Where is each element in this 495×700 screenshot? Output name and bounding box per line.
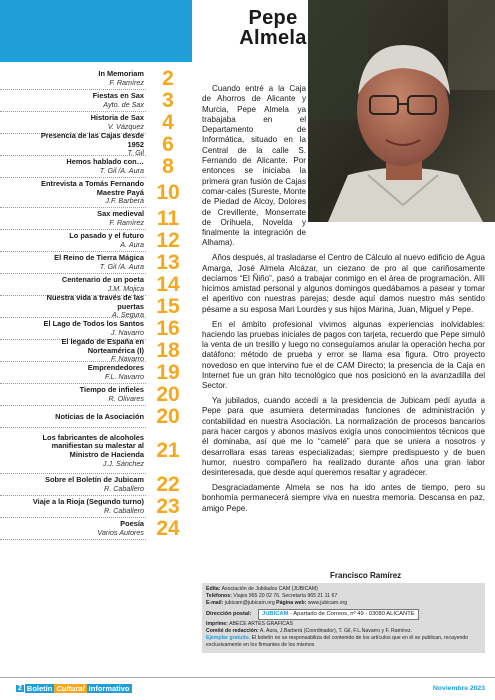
toc-item-page: 16: [156, 317, 180, 340]
credits-telefonos: [206, 593, 481, 600]
toc-item-text: [23, 434, 148, 468]
telefonos-value: Viajes 965 20 02 76. Secretaría 965 21 11 67: [233, 593, 338, 600]
edita-label: Edita:: [206, 586, 221, 592]
toc-item-page: 13: [156, 251, 180, 274]
toc-item-title: Los fabricantes de alcoholes manifiestan su malestar al Ministro de Hacienda: [42, 432, 144, 459]
toc-item-page: 6: [162, 133, 174, 156]
toc-item-author: F. Navarro: [110, 354, 144, 364]
toc-item-page: 21: [156, 439, 180, 462]
toc-item-author: T. Gil /A. Aura: [99, 262, 144, 271]
toc-item-author: J. Navarro: [110, 328, 144, 337]
toc-item-text: [23, 254, 148, 271]
toc-item[interactable]: [0, 293, 192, 320]
toc-item[interactable]: [0, 362, 192, 384]
comite-label: Comité de redacción:: [206, 628, 259, 635]
toc-item-title: Fiestas en Sax: [92, 91, 144, 101]
toc-item-text: [23, 498, 148, 515]
toc-item[interactable]: [0, 474, 192, 496]
footer-brand: [16, 684, 132, 693]
footer-date: Noviembre 2023: [432, 685, 485, 692]
toc-item-page: 12: [156, 229, 180, 252]
postal-box: [258, 609, 419, 620]
toc-item-author: T. Gil: [127, 148, 144, 158]
toc-item[interactable]: [0, 406, 192, 428]
article-body: [202, 84, 485, 518]
footer-divider: [0, 677, 495, 678]
toc-item-page: 24: [156, 517, 180, 540]
article-paragraph-1: Cuando entré a la Caja de Ahorros de Alicante y Murcia, Pepe Almela ya trabajaba en el Departamento de Informática, situado en la Central de la calle S. Fernando de Alicante. Por entonces se iniciaba la primera gran fusión de Cajas comar-cales (Sureste, Monte de Piedad de Alcoy, Dolores de Crevillente, Monserrate de Orihuela, Novelda y finalmente la integración de Alhama).: [202, 84, 306, 248]
toc-item[interactable]: [0, 156, 192, 178]
toc-item-page: 4: [162, 111, 174, 134]
toc-item-title: Tiempo de infieles: [79, 385, 144, 395]
toc-item-author: F.L. Navarro: [104, 372, 144, 381]
toc-item-author: Ayto. de Sax: [103, 100, 144, 109]
toc-item-author: Varios Autores: [97, 528, 144, 537]
toc-item-text: [23, 210, 148, 227]
toc-item-title: Lo pasado y el futuro: [69, 231, 144, 241]
page-footer: [0, 676, 495, 700]
title-line-2: Almela: [239, 27, 307, 49]
toc-item[interactable]: [0, 208, 192, 230]
credits-comite: [206, 628, 481, 635]
toc-item-page: 2: [162, 67, 174, 90]
toc-item-text: [23, 92, 148, 109]
email-label: E-mail:: [206, 600, 224, 607]
toc-item[interactable]: [0, 518, 192, 540]
toc-item-page: 11: [156, 207, 180, 230]
toc-item[interactable]: [0, 90, 192, 112]
toc-item-text: [23, 158, 148, 175]
toc-item-text: [23, 364, 148, 381]
article-signature: Francisco Ramírez: [330, 571, 402, 580]
article-paragraph-2: Años después, al trasladarse el Centro de Cálculo al nuevo edificio de Agua Amarga, José Almela Alcázar, un ciezano de pro al que cariñosamente decíamos “El Ñiño”, pasó a trabajar conmigo en el área de programación. Allí hicimos amistad personal y algunos domingos quedábamos a pasear y tomar el aperitivo con nuestras parejas; desde aquí damos nuestro más sentido pésame a su esposa Mari Lourdes y sus hijos Marina, Juan, Miguel y Pepe.: [202, 253, 485, 314]
toc-item-page: 18: [156, 339, 180, 362]
toc-item-author: V. Vázquez: [107, 122, 144, 131]
edita-value: Asociación de Jubilados CAM (JUBICAM): [221, 586, 318, 592]
toc-item-text: [23, 520, 148, 537]
toc-item-page: 8: [162, 155, 174, 178]
toc-item[interactable]: [0, 178, 192, 208]
brand-informativo: Informativo: [88, 684, 130, 693]
title-line-1: Pepe: [248, 7, 298, 29]
toc-item-page: 22: [156, 473, 180, 496]
brand-boletin: Boletín: [26, 684, 53, 693]
toc-item-text: [23, 386, 148, 403]
web-link[interactable]: www.jubicam.org: [307, 600, 348, 607]
toc-item-title: Entrevista a Tomás Fernando Maestre Payá: [41, 179, 144, 197]
toc-item-title: Sax medieval: [97, 209, 144, 219]
toc-separator: [0, 539, 146, 540]
toc-item[interactable]: [0, 131, 192, 158]
credits-contact: [206, 600, 481, 607]
toc-item-text: [23, 476, 148, 493]
toc-item-author: R. Caballero: [104, 506, 144, 515]
toc-item-page: 3: [162, 89, 174, 112]
toc-item-author: J.J. Sánchez: [102, 458, 144, 468]
toc-item-title: El Reino de Tierra Mágica: [54, 253, 144, 263]
toc-item[interactable]: [0, 428, 192, 474]
toc-item-author: R. Olivares: [108, 394, 144, 403]
toc-item-text: [23, 180, 148, 206]
article-paragraph-3: En el ámbito profesional vivimos algunas experiencias inolvidables: haciendo las pruebas iniciales de pagos con tarjeta, recuerdo que Pepe simuló la venta de un tresillo y luego no conseguíamos anular la operación hecha por datáfono: método de prueba y error se llama esa figura. Otro proyecto novedoso en que intervino fue el de CAM Directo; la presencia de la Caja en Internet fue un gran hito tecnológico que nos posicionó en la avanzadilla del Sector.: [202, 319, 485, 391]
toc-item-text: [23, 114, 148, 131]
toc-item-text: [23, 70, 148, 87]
article-paragraph-5: Desgraciadamente Almela se nos ha ido antes de tiempo, pero su bonhomía permanecerá siempre viva en nuestra memoria. Descansa en paz, amigo Pepe.: [202, 482, 485, 513]
postal-label: Dirección postal:: [206, 610, 252, 617]
toc-item-title: In Memoriam: [98, 69, 144, 79]
ejemplar-label: Ejemplar gratuito.: [206, 635, 251, 642]
toc-item[interactable]: [0, 337, 192, 364]
toc-item-title: Centenario de un poeta: [61, 275, 144, 285]
toc-item-page: 14: [156, 273, 180, 296]
toc-item-author: R. Caballero: [104, 484, 144, 493]
toc-item-title: Noticias de la Asociación: [55, 411, 144, 421]
toc-item[interactable]: [0, 496, 192, 518]
toc-item[interactable]: [0, 230, 192, 252]
brand-cultural: Cultural: [56, 684, 85, 693]
toc-list: [0, 68, 192, 540]
toc-item-author: A. Aura: [120, 240, 144, 249]
toc-item-text: [23, 276, 148, 293]
page-number: 2: [18, 685, 22, 692]
toc-item-page: 20: [156, 383, 180, 406]
toc-item-text: [23, 232, 148, 249]
credits-ejemplar: [206, 635, 481, 649]
email-link[interactable]: jubicam@jubicam.org: [224, 600, 275, 607]
toc-item-author: F. Ramírez: [109, 78, 144, 87]
web-label: Página web:: [276, 600, 307, 607]
telefonos-label: Teléfonos:: [206, 593, 232, 600]
toc-item-page: 10: [156, 181, 180, 204]
toc-item-title: Sobre el Boletín de Jubicam: [45, 475, 144, 485]
credits-edita: [206, 586, 481, 593]
toc-item-title: Viaje a la Rioja (Segundo turno): [32, 497, 144, 507]
article-paragraph-4: Ya jubilados, cuando accedí a la presidencia de Jubicam pedí ayuda a Pepe para que asumiera determinadas funciones de administración y contabilidad en nuestra Asociación. La normalización de procesos bancarios para hacer cargos y abonos masivos exigía unos conocimientos técnicos que él dominaba, así que me lo “camelé” para que se uniera a nosotros y desarrollara esas tareas especializadas; siempre predispuesto y de buen humor, nuestro compañero ha realizado durante años una gran labor desinteresada, que desde aquí queremos resaltar y agradecer.: [202, 396, 485, 478]
toc-item-author: A. Segura: [112, 310, 144, 320]
table-of-contents: [0, 0, 192, 652]
toc-item-author: J.M. Mojica: [107, 284, 144, 293]
credits-postal: [206, 609, 481, 620]
toc-item-title: Presencia de las Cajas desde 1952: [40, 131, 144, 149]
toc-item-author: J.F. Barberá: [105, 196, 144, 206]
toc-item-title: El Lago de Todos los Santos: [43, 319, 144, 329]
comite-value: A. Aura, J.Barberá (Coordinador), T. Gil, F.L.Navarro y F. Ramírez.: [259, 628, 413, 635]
credits-imprime: [206, 621, 481, 628]
imprime-value: ABECE ARTES GRÁFICAS: [229, 620, 293, 627]
toc-item-title: Historia de Sax: [90, 113, 144, 123]
toc-item-text: [23, 320, 148, 337]
toc-item[interactable]: [0, 68, 192, 90]
credits-box: [202, 583, 485, 653]
toc-item-title: Emprendedores: [87, 363, 144, 373]
toc-item-author: F. Ramírez: [109, 218, 144, 227]
toc-item-title: Nuestra vida a través de las puertas: [46, 293, 144, 311]
toc-item-title: Poesía: [120, 519, 144, 529]
postal-brand: JUBICAM: [262, 610, 289, 617]
toc-item[interactable]: [0, 252, 192, 274]
ejemplar-value: El boletín no se responsabiliza del contenido de los artículos que en él se publican, recayendo exclusivamente en los firmantes de los mismos: [206, 635, 469, 649]
postal-value: - Apartado de Correos, nº 49 - 03080 ALICANTE: [290, 610, 415, 617]
toc-item-title: Hemos hablado con…: [66, 157, 144, 167]
toc-item-text: [23, 413, 148, 422]
toc-item-author: T. Gil /A. Aura: [99, 166, 144, 175]
toc-item-page: 23: [156, 495, 180, 518]
toc-item-title: El legado de España en Norteamérica (I): [61, 337, 144, 355]
toc-item[interactable]: [0, 384, 192, 406]
toc-item-page: 19: [156, 361, 180, 384]
toc-header-band: [0, 0, 192, 62]
toc-item-page: 15: [156, 295, 180, 318]
toc-item-page: 20: [156, 405, 180, 428]
imprime-label: Imprime:: [206, 620, 228, 627]
